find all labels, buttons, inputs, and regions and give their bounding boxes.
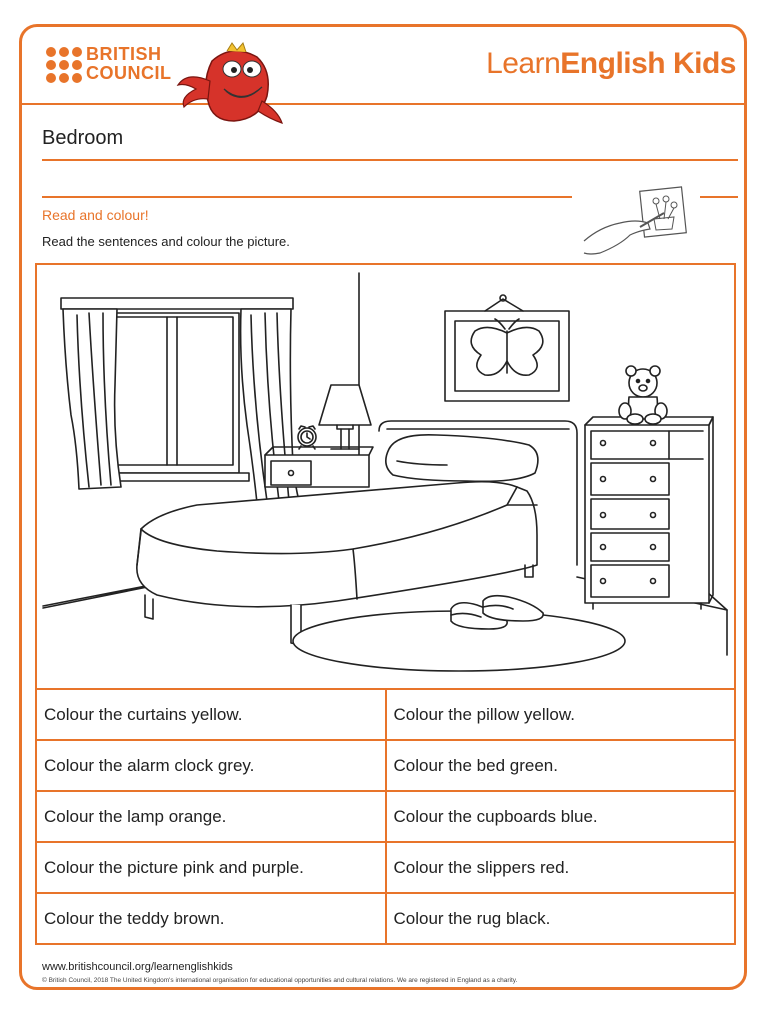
monster-mascot-icon bbox=[172, 41, 287, 127]
sentence-row bbox=[36, 689, 735, 740]
sentence-row bbox=[36, 842, 735, 893]
activity-heading: Read and colour! bbox=[42, 207, 149, 223]
title-row bbox=[42, 125, 738, 161]
sentence-row bbox=[36, 791, 735, 842]
sentence-cell: Colour the pillow yellow. bbox=[386, 689, 736, 740]
bedroom-line-drawing bbox=[37, 265, 734, 688]
worksheet-page bbox=[19, 24, 747, 990]
sentence-cell: Colour the cupboards blue. bbox=[386, 791, 736, 842]
logo-english: English bbox=[560, 47, 666, 80]
brand-line-2: COUNCIL bbox=[86, 63, 172, 83]
divider-left bbox=[42, 196, 572, 198]
bedroom-picture-frame bbox=[35, 263, 736, 690]
logo-kids: Kids bbox=[665, 47, 736, 80]
divider-right bbox=[700, 196, 738, 198]
instructions-text: Read the sentences and colour the picture. bbox=[42, 234, 290, 249]
sentence-cell: Colour the alarm clock grey. bbox=[36, 740, 386, 791]
sentence-cell: Colour the slippers red. bbox=[386, 842, 736, 893]
logo-learn: Learn bbox=[486, 47, 561, 80]
sentences-table bbox=[35, 688, 736, 945]
sentence-row bbox=[36, 893, 735, 944]
hand-colouring-icon bbox=[580, 183, 690, 261]
header bbox=[22, 27, 744, 105]
brand-line-1: BRITISH bbox=[86, 44, 162, 64]
sentence-cell: Colour the rug black. bbox=[386, 893, 736, 944]
page-title: Bedroom bbox=[42, 127, 124, 149]
footer-copyright: © British Council, 2018 The United Kingdom's international organisation for educational opportunities and cultural relations. We are registered in England as a charity. bbox=[42, 977, 518, 984]
sentence-cell: Colour the picture pink and purple. bbox=[36, 842, 386, 893]
sentence-row bbox=[36, 740, 735, 791]
sentence-cell: Colour the teddy brown. bbox=[36, 893, 386, 944]
sentence-cell: Colour the lamp orange. bbox=[36, 791, 386, 842]
learnenglish-kids-logo bbox=[486, 47, 736, 81]
sentence-cell: Colour the curtains yellow. bbox=[36, 689, 386, 740]
sentence-cell: Colour the bed green. bbox=[386, 740, 736, 791]
british-council-dots-icon bbox=[46, 47, 82, 83]
footer-url[interactable]: www.britishcouncil.org/learnenglishkids bbox=[42, 961, 233, 973]
